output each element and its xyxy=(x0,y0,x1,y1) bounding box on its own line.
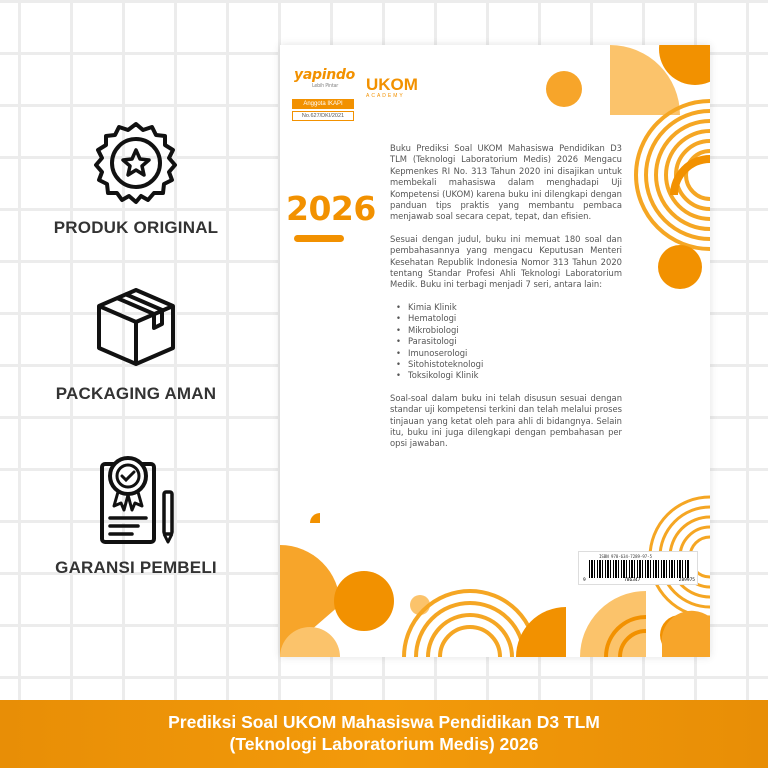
ikapi-label: Anggota IKAPI xyxy=(292,99,354,109)
feature-original xyxy=(30,118,242,238)
banner-line: Prediksi Soal UKOM Mahasiswa Pendidikan D3 TLM xyxy=(168,712,600,732)
feature-label: PACKAGING AMAN xyxy=(55,384,217,403)
barcode-bars xyxy=(589,560,689,578)
year-underline xyxy=(294,235,344,242)
barcode-digits: 9 786347 289975 xyxy=(583,578,695,583)
list-item: • Kimia Klinik xyxy=(402,302,622,313)
list-item: • Toksikologi Klinik xyxy=(402,370,622,381)
list-item: • Parasitologi xyxy=(402,336,622,347)
list-item: • Sitohistoteknologi xyxy=(402,359,622,370)
isbn-barcode xyxy=(578,551,698,585)
series-list xyxy=(402,302,622,382)
brand-logo: UKOM ACADEMY xyxy=(366,75,418,99)
feature-label: PRODUK ORIGINAL xyxy=(53,218,219,237)
description-paragraph: Soal-soal dalam buku ini telah disusun sesuai dengan standar uji kompetensi terkini dan telah melalui proses tinjauan yang ketat oleh para ahli di bidangnya. Selain itu, buku ini juga dilengkapi dengan pembahasan per opsi jawaban. xyxy=(390,392,622,449)
box-icon xyxy=(91,284,181,370)
description-paragraph: Sesuai dengan judul, buku ini memuat 180 soal dan pembahasannya yang mengacu Keputusan Menteri Kesehatan Republik Indonesia Nomor 313 Tahun 2020 tentang Standar Profesi Ahli Teknologi Laboratorium Medik. Buku ini terbagi menjadi 7 seri, antara lain: xyxy=(390,233,622,290)
book-year: 2026 xyxy=(286,189,376,228)
ikapi-number: No.627/DKI/2021 xyxy=(292,111,354,121)
certificate-icon xyxy=(88,448,184,548)
list-item: • Imunoserologi xyxy=(402,348,622,359)
feature-packaging xyxy=(30,284,242,404)
isbn-text: ISBN 978-634-7289-97-5 xyxy=(599,554,652,559)
book-description xyxy=(390,143,622,461)
product-title-banner xyxy=(0,700,768,768)
list-item: • Hematologi xyxy=(402,313,622,324)
feature-label: GARANSI PEMBELI xyxy=(55,558,217,577)
banner-line: (Teknologi Laboratorium Medis) 2026 xyxy=(229,734,539,754)
description-paragraph: Buku Prediksi Soal UKOM Mahasiswa Pendidikan D3 TLM (Teknologi Laboratorium Medis) 2026 Mengacu Kepmenkes RI No. 313 Tahun 2020 ini disajikan untuk membekali mahasiswa dalam menghadapi Uji Kompetensi (UKOM) karena buku ini dilengkapi dengan panduan tips praktis yang membantu pembaca menjawab soal secara cepat, tepat, dan efisien. xyxy=(390,143,622,222)
book-back-cover xyxy=(280,45,710,657)
list-item: • Mikrobiologi xyxy=(402,325,622,336)
feature-guarantee xyxy=(30,448,242,578)
star-badge-icon xyxy=(91,118,181,208)
publisher-logo: yapindo Lebih Pintar xyxy=(294,67,355,89)
